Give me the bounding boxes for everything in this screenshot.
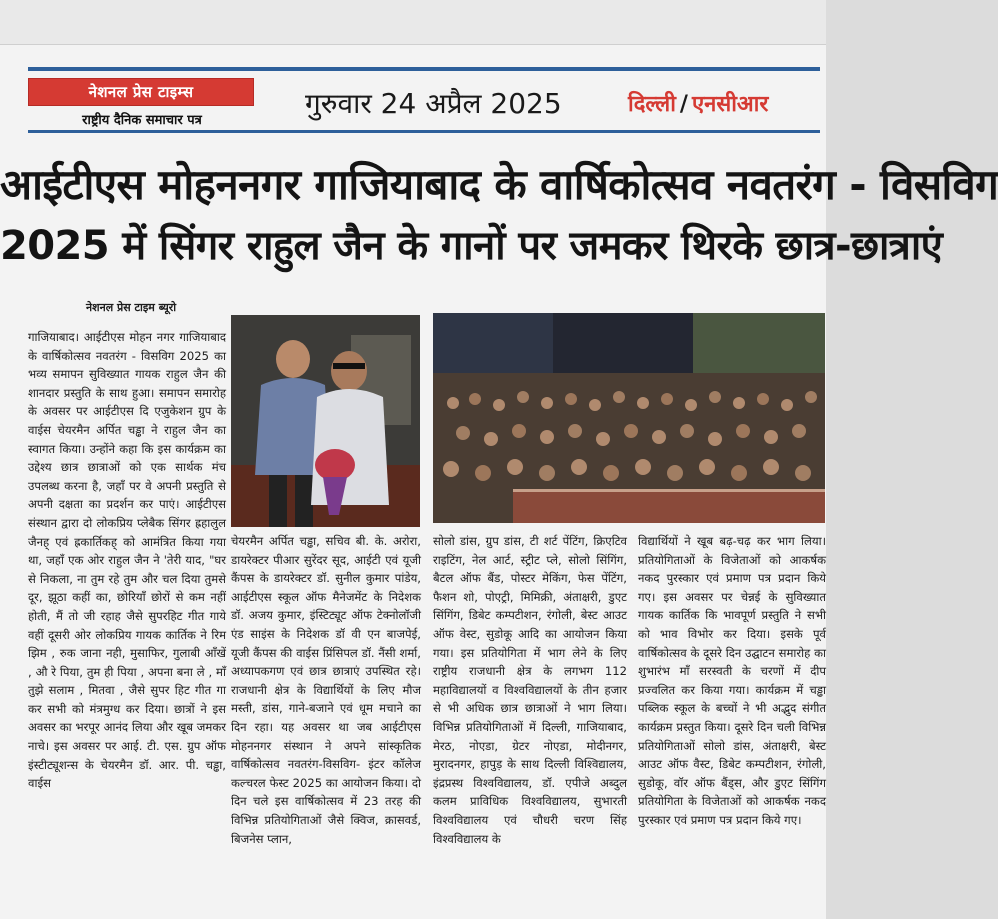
brand-tagline: राष्ट्रीय दैनिक समाचार पत्र [82,113,202,128]
photo-singer-illustration [231,315,420,527]
issue-date: गुरुवार 24 अप्रैल 2025 [305,87,562,120]
edition-region [628,88,768,118]
photo-crowd-audience [433,313,825,523]
headline-line-1: आईटीएस मोहननगर गाजियाबाद के वार्षिकोत्सव नवतरंग - विसविग [0,160,998,209]
column-3-text: सोलो डांस, ग्रुप डांस, टी शर्ट पेंटिंग, क्रिएटिव राइटिंग, नेल आर्ट, स्ट्रीट प्ले, सोलो सिंगिंग, बैटल ऑफ बैंड, पोस्टर मेकिंग, फेस पेंटिंग, फैशन शो, पोएट्री, मिमिक्री, अंताक्षरी, डुएट सिंगिंग, डिबेट कम्पटीशन, रंगोली, बेस्ट आउट ऑफ वेस्ट, सुडोकू आदि का आयोजन किया गया। इस प्रतियोगिता में भाग लेने के लिए राष्ट्रीय राजधानी क्षेत्र के लगभग 112 महाविद्यालयों व विश्वविद्यालयों के तीन हजार से भी अधिक छात्र छात्राओं ने भाग लिया। विभिन्न प्रतियोगिताओं में दिल्ली, गाजियाबाद, मेरठ, नोएडा, ग्रेटर नोएडा, मोदीनगर, मुरादनगर, हापुड़ के साथ दिल्ली विश्विद्यालय, इंद्रप्रस्थ विश्वविद्यालय, डॉ. एपीजे अब्दुल कलम प्राविधिक विश्वविद्यालय, सुभारती विश्वविद्यालय एवं चौधरी चरण सिंह विश्वविद्यालय के [433,534,627,846]
headline-line-2: 2025 में सिंगर राहुल जैन के गानों पर जमकर थिरके छात्र-छात्राएं [0,223,943,269]
column-4-text: विद्यार्थियों ने खूब बढ़-चढ़ कर भाग लिया। प्रतियोगिताओं के विजेताओं को आकर्षक नकद पुरस्कार एवं प्रमाण पत्र प्रदान किये गए। इस अवसर पर चेन्नई के सुविख्यात गायक कार्तिक कि भावपूर्ण प्रस्तुति ने सभी को भाव विभोर कर दिया। इसके पूर्व वार्षिकोत्सव के दूसरे दिन उद्घाटन समारोह का शुभारंभ माँ सरस्वती के चरणों में दीप प्रज्वलित कर किया गया। कार्यक्रम में चड्ढा पब्लिक स्कूल के बच्चों ने भी अद्भुद संगीत कार्यक्रम प्रस्तुत किया। दूसरे दिन चली विभिन्न प्रतियोगिताओं सोलो डांस, अंताक्षरी, बेस्ट आउट ऑफ वैस्ट, डिबेट कम्पटीशन, रंगोली, सुडोकू, वॉर ऑफ बैंड्स, और डुएट सिंगिंग प्रतियोगिता के विजेताओं को आकर्षक नकद पुरस्कार एवं प्रमाण पत्र प्रदान किये गए। [638,534,826,827]
byline: नेशनल प्रेस टाइम ब्यूरो [86,301,177,314]
photo-singer-with-vice-chairman [231,315,420,527]
column-2-text: चेयरमैन अर्पित चड्ढा, सचिव बी. के. अरोरा, डायरेक्टर पीआर सुरेंदर सूद, आईटी एवं यूजी कैंपस के डायरेक्टर डॉ. सुनील कुमार पांडेय, आईटीएस स्कूल ऑफ मैनेजमेंट के निदेशक डॉ. अजय कुमार, इंस्टिट्यूट ऑफ टेक्नोलॉजी एंड साइंस के निदेशक डॉ वी एन बाजपेई, यूजी कैंपस की वाईस प्रिंसिपल डॉ. नैंसी शर्मा, अध्यापकगण एवं छात्र छात्राएं उपस्थित रहे। राजधानी क्षेत्र के विद्यार्थियों के लिए मौज मस्ती, डांस, गाने-बजाने एवं धूम मचाने का दिन रहा। यह अवसर था जब आईटीएस मोहननगर संस्थान ने अपने सांस्कृतिक वार्षिकोत्सव नवतरंग-विसविग- इंटर कॉलेज कल्चरल फेस्ट 2025 का आयोजन किया। दो दिन चले इस वार्षिकोत्सव में 23 तरह की विभिन्न प्रतियोगिताओं जैसे क्विज, क्रासवर्ड, बिजनेस प्लान, [231,534,421,846]
article-column-4 [638,532,826,919]
masthead-bottom-rule [28,130,820,133]
column-1-text: गाजियाबाद। आईटीएस मोहन नगर गाजियाबाद के वार्षिकोत्सव नवतरंग - विसविग 2025 का भव्य समापन सुविख्यात गायक राहुल जैन की शानदार प्रस्तुति के साथ हुआ। समापन समारोह के अवसर पर आईटीएस दि एजुकेशन ग्रुप के वाईस चेयरमैन अर्पित चड्ढा ने राहुल जैन का स्वागत किया। उन्होंने कहा कि इस कार्यक्रम का उद्देश्य छात्र छात्राओं को एक सार्थक मंच उपलब्ध करना है, जहाँ पर वे अपनी प्रस्तुति से अपनी दक्षता का प्रदर्शन कर पाएं। आईटीएस संस्थान द्वारा दो लोकप्रिय प्लेबैक सिंगर ह्रहालुल जैनह् एवं ह्रकार्तिकह् को आमंत्रित किया गया था, जहाँ एक ओर राहुल जैन ने 'तेरी याद, "घर से निकला, ना तुम रहे तुम और चल दिया तुमसे दूर, झूठा कहीं का, छोरियाँ छोरों से कम नहीं होती, मैं तो जी रहाह जैसे सुपरहिट गीत गाये वहीं दूसरी ओर लोकप्रिय गायक कार्तिक ने रिम झिम , रुक जाना नही, मुसाफिर, गुलाबी आँखें , औ रे पिया, तुम ही पिया , अपना बना ले , माँ तुझे सलाम , मितवा , जैसे सुपर हिट गीत गा कर सभी को मंत्रमुग्ध कर दिया। छात्रों ने इस अवसर का भरपूर आनंद लिया और खूब जमकर नाचे। इस अवसर पर आई. टी. एस. ग्रुप ऑफ इंस्टीट्यूशन्स के चेयरमैन डॉ. आर. पी. चड्ढा, वाईस [28,330,226,791]
brand-name: नेशनल प्रेस टाइम्स [88,83,194,101]
brand-logo-box [28,78,254,106]
article-column-3 [433,532,627,919]
region-ncr: एनसीआर [691,92,769,117]
masthead-top-rule [28,67,820,71]
top-strip [0,0,826,45]
article-column-1 [28,328,226,919]
photo-crowd-illustration [433,313,825,523]
region-separator: / [679,92,688,117]
article-column-2 [231,532,421,919]
region-delhi: दिल्ली [628,92,676,117]
